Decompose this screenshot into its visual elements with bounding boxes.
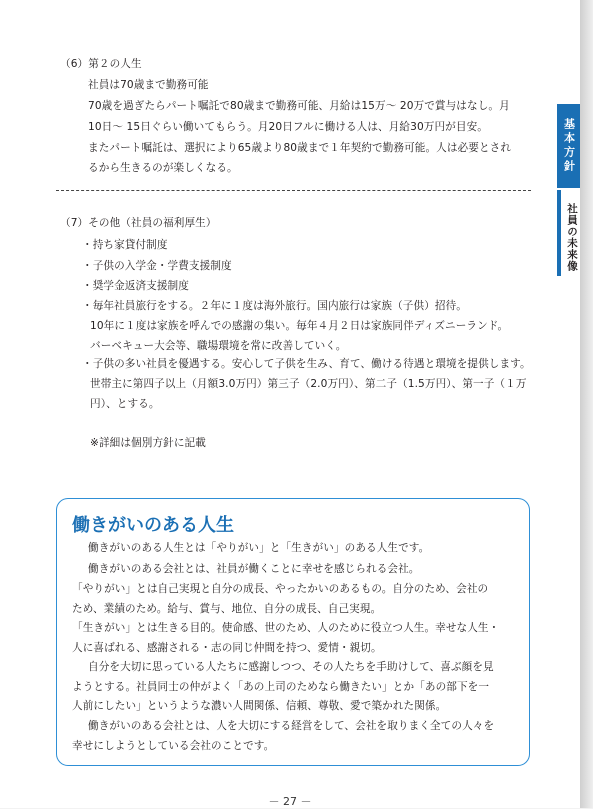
callout-line: 働きがいのある会社とは、人を大切にする経営をして、会社を取りまく全ての人々を xyxy=(88,720,495,732)
section-divider xyxy=(56,190,531,191)
section6-line: 10日～ 15日ぐらい働いてもらう。月20日フルに働ける人は、月給30万円が目安。 xyxy=(88,121,488,133)
side-tab-employee-future: 社員の未来像 xyxy=(557,190,580,276)
section7-line: ・奨学金返済支援制度 xyxy=(82,280,189,292)
section7-line: ・子供の入学金・学費支援制度 xyxy=(82,260,232,272)
callout-line: 「生きがい」とは生きる目的。使命感、世のため、人のために役立つ人生。幸せな人生・ xyxy=(72,622,500,634)
section7-line: ・持ち家貸付制度 xyxy=(82,239,168,251)
callout-line: 働きがいのある会社とは、社員が働くことに幸せを感じられる会社。 xyxy=(88,563,420,575)
section7-line: ・子供の多い社員を優遇する。安心して子供を生み、育て、働ける待遇と環境を提供します。 xyxy=(82,358,531,370)
callout-line: ため、業績のため。給与、賞与、地位、自分の成長、自己実現。 xyxy=(72,603,382,615)
section6-line: るから生きるのが楽しくなる。 xyxy=(88,162,238,174)
side-tab-basic-policy: 基本方針 xyxy=(557,104,580,188)
section7-heading: （7）その他（社員の福利厚生） xyxy=(60,217,217,229)
section6-heading: （6）第２の人生 xyxy=(60,58,142,70)
page-number: － 27 － xyxy=(268,795,312,808)
callout-title: 働きがいのある人生 xyxy=(72,515,234,536)
page-edge-shadow xyxy=(580,0,593,808)
section7-line: ・毎年社員旅行をする。２年に１度は海外旅行。国内旅行は家族（子供）招待。 xyxy=(82,300,467,312)
section7-line: 世帯主に第四子以上（月額3.0万円）第三子（2.0万円）、第二子（1.5万円）、第一子（１万 xyxy=(90,378,527,390)
callout-line: ようとする。社員同士の仲がよく「あの上司のためなら働きたい」とか「あの部下を一 xyxy=(72,681,490,693)
callout-line: 働きがいのある人生とは「やりがい」と「生きがい」のある人生です。 xyxy=(88,542,430,554)
section7-line: バーベキュー大会等、職場環境を常に改善していく。 xyxy=(90,340,347,352)
section7-line: 10年に１度は家族を呼んでの感謝の集い。毎年４月２日は家族同伴ディズニーランド。 xyxy=(90,320,509,332)
callout-line: 幸せにしようとしている会社のことです。 xyxy=(72,740,275,752)
section6-line: 70歳を過ぎたらパート嘱託で80歳まで勤務可能、月給は15万～ 20万で賞与はなし。月 xyxy=(88,100,510,112)
callout-line: 「やりがい」とは自己実現と自分の成長、やったかいのあるもの。自分のため、会社の xyxy=(72,583,489,595)
section6-line: またパート嘱託は、選択により65歳より80歳まで１年契約で勤務可能。人は必要とされ xyxy=(88,142,512,154)
section6-line: 社員は70歳まで勤務可能 xyxy=(88,79,209,91)
callout-line: 人に喜ばれる、感謝される・志の同じ仲間を持つ、愛情・親切。 xyxy=(72,642,382,654)
detail-note: ※詳細は個別方針に記載 xyxy=(90,437,206,449)
callout-line: 自分を大切に思っている人たちに感謝しつつ、その人たちを手助けして、喜ぶ顔を見 xyxy=(88,661,494,673)
callout-line: 人前にしたい」というような濃い人間関係、信頼、尊敬、愛で築かれた関係。 xyxy=(72,700,447,712)
section7-line: 円）、とする。 xyxy=(90,398,160,410)
